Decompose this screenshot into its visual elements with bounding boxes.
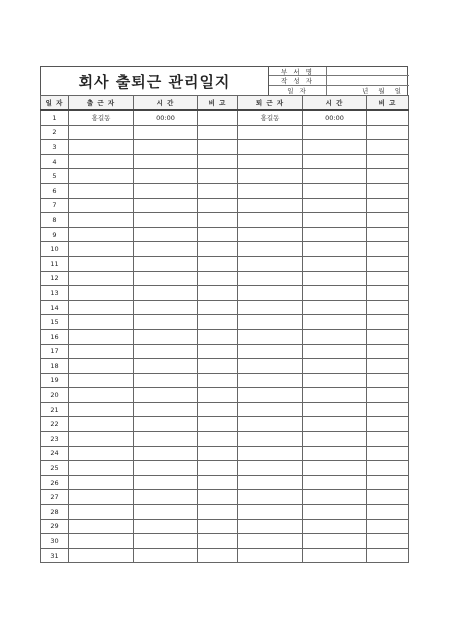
checkout-note-cell[interactable] (367, 198, 409, 213)
checkout-note-cell[interactable] (367, 183, 409, 198)
table-row (41, 402, 409, 417)
checkout-person-cell[interactable] (238, 373, 303, 388)
checkout-time-cell[interactable] (303, 344, 367, 359)
day-cell: 2 (41, 125, 69, 140)
checkin-time-cell[interactable] (134, 359, 198, 374)
checkin-person-cell[interactable] (69, 286, 134, 301)
checkout-person-cell[interactable] (238, 417, 303, 432)
checkout-note-cell[interactable] (367, 534, 409, 549)
day-cell: 31 (41, 548, 69, 563)
day-cell: 22 (41, 417, 69, 432)
checkin-time-cell[interactable] (134, 140, 198, 155)
checkout-time-cell[interactable] (303, 198, 367, 213)
checkin-person-cell[interactable] (69, 154, 134, 169)
date-label: 일 자 (269, 86, 327, 95)
checkin-person-cell[interactable] (69, 402, 134, 417)
checkin-person-cell[interactable] (69, 417, 134, 432)
checkin-note-cell[interactable] (198, 373, 238, 388)
table-row (41, 329, 409, 344)
checkin-note-cell[interactable] (198, 359, 238, 374)
checkin-person-cell[interactable] (69, 271, 134, 286)
checkin-person-cell[interactable] (69, 344, 134, 359)
day-cell: 24 (41, 446, 69, 461)
checkout-person-cell[interactable] (238, 490, 303, 505)
checkin-person-cell[interactable] (69, 213, 134, 228)
checkin-note-cell[interactable] (198, 300, 238, 315)
day-cell: 13 (41, 286, 69, 301)
checkin-time-cell[interactable] (134, 300, 198, 315)
checkin-person-cell[interactable] (69, 432, 134, 447)
checkout-person-cell[interactable] (238, 446, 303, 461)
day-cell: 11 (41, 256, 69, 271)
checkin-person-cell[interactable] (69, 140, 134, 155)
checkout-person-cell[interactable] (238, 183, 303, 198)
checkin-time-cell[interactable] (134, 432, 198, 447)
checkout-note-cell[interactable] (367, 286, 409, 301)
checkout-time-cell[interactable] (303, 286, 367, 301)
checkin-note-cell[interactable] (198, 271, 238, 286)
day-cell: 29 (41, 519, 69, 534)
checkin-person-cell[interactable] (69, 534, 134, 549)
table-row (41, 198, 409, 213)
checkout-person-cell[interactable] (238, 213, 303, 228)
checkout-note-cell[interactable] (367, 548, 409, 563)
checkout-person-cell[interactable] (238, 271, 303, 286)
day-cell: 15 (41, 315, 69, 330)
checkin-time-cell[interactable]: 00:00 (134, 110, 198, 125)
checkin-time-cell[interactable] (134, 286, 198, 301)
table-row (41, 446, 409, 461)
checkin-time-cell[interactable] (134, 373, 198, 388)
checkout-time-cell[interactable] (303, 256, 367, 271)
checkin-time-cell[interactable] (134, 388, 198, 403)
checkout-time-cell[interactable] (303, 359, 367, 374)
checkout-time-cell[interactable] (303, 329, 367, 344)
checkin-person-cell[interactable] (69, 490, 134, 505)
checkout-person-cell[interactable] (238, 519, 303, 534)
table-row (41, 169, 409, 184)
table-row (41, 140, 409, 155)
col-header-checkout-person: 퇴 근 자 (238, 96, 303, 111)
checkout-time-cell[interactable] (303, 183, 367, 198)
checkout-person-cell[interactable] (238, 402, 303, 417)
checkin-time-cell[interactable] (134, 198, 198, 213)
checkout-time-cell[interactable] (303, 300, 367, 315)
checkin-note-cell[interactable] (198, 534, 238, 549)
checkin-time-cell[interactable] (134, 125, 198, 140)
checkout-person-cell[interactable] (238, 534, 303, 549)
day-cell: 6 (41, 183, 69, 198)
checkout-note-cell[interactable] (367, 388, 409, 403)
checkin-person-cell[interactable] (69, 198, 134, 213)
checkout-person-cell[interactable] (238, 169, 303, 184)
day-cell: 8 (41, 213, 69, 228)
table-row (41, 154, 409, 169)
checkin-time-cell[interactable] (134, 271, 198, 286)
checkout-time-cell[interactable] (303, 417, 367, 432)
checkout-person-cell[interactable] (238, 154, 303, 169)
day-cell: 14 (41, 300, 69, 315)
checkin-note-cell[interactable] (198, 402, 238, 417)
checkin-note-cell[interactable] (198, 140, 238, 155)
checkin-note-cell[interactable] (198, 242, 238, 257)
col-header-checkout-note: 비 고 (367, 96, 409, 111)
day-cell: 3 (41, 140, 69, 155)
checkin-time-cell[interactable] (134, 417, 198, 432)
checkout-time-cell[interactable] (303, 213, 367, 228)
checkout-person-cell[interactable] (238, 315, 303, 330)
checkin-person-cell[interactable] (69, 183, 134, 198)
dept-field[interactable] (327, 67, 409, 75)
table-row (41, 505, 409, 520)
checkout-note-cell[interactable] (367, 329, 409, 344)
table-header-row (41, 96, 409, 111)
checkout-note-cell[interactable] (367, 402, 409, 417)
meta-row-writer (269, 76, 409, 85)
checkout-time-cell[interactable] (303, 271, 367, 286)
table-row (41, 548, 409, 563)
checkin-person-cell[interactable] (69, 548, 134, 563)
checkout-note-cell[interactable] (367, 256, 409, 271)
checkout-note-cell[interactable] (367, 475, 409, 490)
checkout-time-cell[interactable] (303, 402, 367, 417)
checkin-note-cell[interactable] (198, 315, 238, 330)
checkin-note-cell[interactable] (198, 446, 238, 461)
checkout-time-cell[interactable] (303, 373, 367, 388)
checkin-note-cell[interactable] (198, 125, 238, 140)
checkout-note-cell[interactable] (367, 461, 409, 476)
table-row (41, 286, 409, 301)
table-row (41, 490, 409, 505)
meta-row-dept (269, 67, 409, 76)
checkout-time-cell[interactable] (303, 388, 367, 403)
checkin-time-cell[interactable] (134, 242, 198, 257)
checkout-time-cell[interactable] (303, 534, 367, 549)
checkin-time-cell[interactable] (134, 315, 198, 330)
meta-row-date (269, 86, 409, 95)
checkout-time-cell[interactable] (303, 242, 367, 257)
checkout-person-cell[interactable] (238, 344, 303, 359)
day-cell: 7 (41, 198, 69, 213)
checkin-person-cell[interactable] (69, 256, 134, 271)
checkin-note-cell[interactable] (198, 183, 238, 198)
day-cell: 25 (41, 461, 69, 476)
checkin-note-cell[interactable] (198, 110, 238, 125)
checkin-person-cell[interactable] (69, 227, 134, 242)
checkin-time-cell[interactable] (134, 154, 198, 169)
sheet-header (40, 66, 408, 95)
day-cell: 27 (41, 490, 69, 505)
checkout-person-cell[interactable] (238, 461, 303, 476)
checkout-person-cell[interactable] (238, 300, 303, 315)
col-header-checkin-person: 출 근 자 (69, 96, 134, 111)
table-row (41, 242, 409, 257)
checkin-note-cell[interactable] (198, 256, 238, 271)
checkout-note-cell[interactable] (367, 446, 409, 461)
checkout-note-cell[interactable] (367, 154, 409, 169)
writer-label: 작 성 자 (269, 76, 327, 84)
checkin-time-cell[interactable] (134, 505, 198, 520)
table-row (41, 373, 409, 388)
checkout-time-cell[interactable] (303, 505, 367, 520)
checkin-person-cell[interactable] (69, 475, 134, 490)
checkout-person-cell[interactable] (238, 242, 303, 257)
checkout-time-cell[interactable] (303, 519, 367, 534)
date-field[interactable]: 년 월 일 (362, 86, 405, 95)
table-row (41, 344, 409, 359)
checkin-note-cell[interactable] (198, 169, 238, 184)
checkin-note-cell[interactable] (198, 505, 238, 520)
attendance-table (40, 95, 409, 563)
checkin-person-cell[interactable] (69, 505, 134, 520)
checkin-person-cell[interactable] (69, 461, 134, 476)
table-row (41, 475, 409, 490)
day-cell: 26 (41, 475, 69, 490)
table-row (41, 432, 409, 447)
checkin-person-cell[interactable] (69, 300, 134, 315)
table-row (41, 315, 409, 330)
writer-field[interactable] (327, 76, 409, 84)
checkin-person-cell[interactable] (69, 519, 134, 534)
checkin-note-cell[interactable] (198, 388, 238, 403)
checkout-note-cell[interactable] (367, 213, 409, 228)
checkin-time-cell[interactable] (134, 227, 198, 242)
checkin-time-cell[interactable] (134, 402, 198, 417)
checkout-time-cell[interactable] (303, 227, 367, 242)
checkout-note-cell[interactable] (367, 227, 409, 242)
day-cell: 5 (41, 169, 69, 184)
day-cell: 20 (41, 388, 69, 403)
meta-box (268, 67, 409, 95)
checkin-note-cell[interactable] (198, 198, 238, 213)
checkout-person-cell[interactable] (238, 198, 303, 213)
checkout-time-cell[interactable]: 00:00 (303, 110, 367, 125)
checkout-note-cell[interactable] (367, 519, 409, 534)
day-cell: 28 (41, 505, 69, 520)
checkout-time-cell[interactable] (303, 125, 367, 140)
checkout-note-cell[interactable] (367, 432, 409, 447)
table-row (41, 183, 409, 198)
table-row (41, 227, 409, 242)
table-row (41, 388, 409, 403)
checkout-note-cell[interactable] (367, 373, 409, 388)
checkin-note-cell[interactable] (198, 329, 238, 344)
day-cell: 16 (41, 329, 69, 344)
checkout-time-cell[interactable] (303, 154, 367, 169)
checkin-time-cell[interactable] (134, 548, 198, 563)
checkout-time-cell[interactable] (303, 169, 367, 184)
checkin-note-cell[interactable] (198, 432, 238, 447)
day-cell: 19 (41, 373, 69, 388)
checkout-person-cell[interactable] (238, 125, 303, 140)
table-row (41, 256, 409, 271)
col-header-day: 일 자 (41, 96, 69, 111)
checkout-person-cell[interactable] (238, 505, 303, 520)
checkin-note-cell[interactable] (198, 344, 238, 359)
day-cell: 23 (41, 432, 69, 447)
checkin-person-cell[interactable] (69, 169, 134, 184)
checkin-time-cell[interactable] (134, 256, 198, 271)
checkout-note-cell[interactable] (367, 490, 409, 505)
checkin-person-cell[interactable] (69, 125, 134, 140)
checkin-time-cell[interactable] (134, 461, 198, 476)
checkin-time-cell[interactable] (134, 169, 198, 184)
checkout-note-cell[interactable] (367, 300, 409, 315)
checkout-person-cell[interactable] (238, 548, 303, 563)
checkout-time-cell[interactable] (303, 490, 367, 505)
checkin-note-cell[interactable] (198, 461, 238, 476)
checkin-note-cell[interactable] (198, 490, 238, 505)
checkout-time-cell[interactable] (303, 140, 367, 155)
checkin-person-cell[interactable] (69, 329, 134, 344)
checkout-note-cell[interactable] (367, 110, 409, 125)
checkin-person-cell[interactable] (69, 373, 134, 388)
checkout-note-cell[interactable] (367, 344, 409, 359)
checkout-time-cell[interactable] (303, 446, 367, 461)
checkout-person-cell[interactable]: 홍길동 (238, 110, 303, 125)
table-row (41, 300, 409, 315)
checkin-person-cell[interactable] (69, 242, 134, 257)
checkout-time-cell[interactable] (303, 315, 367, 330)
checkin-time-cell[interactable] (134, 344, 198, 359)
checkin-note-cell[interactable] (198, 548, 238, 563)
checkin-person-cell[interactable] (69, 388, 134, 403)
day-cell: 21 (41, 402, 69, 417)
day-cell: 12 (41, 271, 69, 286)
col-header-checkout-time: 시 간 (303, 96, 367, 111)
checkout-time-cell[interactable] (303, 475, 367, 490)
checkout-person-cell[interactable] (238, 359, 303, 374)
day-cell: 18 (41, 359, 69, 374)
checkout-time-cell[interactable] (303, 432, 367, 447)
checkin-note-cell[interactable] (198, 227, 238, 242)
checkin-time-cell[interactable] (134, 329, 198, 344)
checkout-time-cell[interactable] (303, 548, 367, 563)
table-row (41, 417, 409, 432)
table-row (41, 359, 409, 374)
day-cell: 17 (41, 344, 69, 359)
checkin-time-cell[interactable] (134, 475, 198, 490)
day-cell: 30 (41, 534, 69, 549)
day-cell: 4 (41, 154, 69, 169)
checkin-note-cell[interactable] (198, 519, 238, 534)
checkin-person-cell[interactable] (69, 446, 134, 461)
table-row (41, 125, 409, 140)
checkout-note-cell[interactable] (367, 271, 409, 286)
checkout-person-cell[interactable] (238, 475, 303, 490)
checkout-person-cell[interactable] (238, 256, 303, 271)
checkout-note-cell[interactable] (367, 505, 409, 520)
table-row (41, 534, 409, 549)
col-header-checkin-note: 비 고 (198, 96, 238, 111)
table-row (41, 271, 409, 286)
checkout-person-cell[interactable] (238, 140, 303, 155)
page-title: 회사 출퇴근 관리일지 (78, 72, 231, 91)
col-header-checkin-time: 시 간 (134, 96, 198, 111)
table-row (41, 213, 409, 228)
checkout-person-cell[interactable] (238, 388, 303, 403)
checkout-time-cell[interactable] (303, 461, 367, 476)
checkout-note-cell[interactable] (367, 140, 409, 155)
checkout-person-cell[interactable] (238, 227, 303, 242)
table-row (41, 110, 409, 125)
checkout-note-cell[interactable] (367, 242, 409, 257)
attendance-log-sheet (40, 66, 408, 563)
checkin-note-cell[interactable] (198, 475, 238, 490)
checkout-person-cell[interactable] (238, 432, 303, 447)
checkin-note-cell[interactable] (198, 213, 238, 228)
checkout-note-cell[interactable] (367, 417, 409, 432)
dept-label: 부 서 명 (269, 67, 327, 75)
checkin-time-cell[interactable] (134, 490, 198, 505)
checkin-time-cell[interactable] (134, 446, 198, 461)
checkin-person-cell[interactable] (69, 359, 134, 374)
day-cell: 1 (41, 110, 69, 125)
table-row (41, 519, 409, 534)
checkout-person-cell[interactable] (238, 329, 303, 344)
checkin-time-cell[interactable] (134, 534, 198, 549)
checkin-person-cell[interactable]: 홍길동 (69, 110, 134, 125)
checkin-time-cell[interactable] (134, 213, 198, 228)
day-cell: 9 (41, 227, 69, 242)
checkin-note-cell[interactable] (198, 154, 238, 169)
day-cell: 10 (41, 242, 69, 257)
checkin-person-cell[interactable] (69, 315, 134, 330)
checkout-note-cell[interactable] (367, 359, 409, 374)
checkin-note-cell[interactable] (198, 286, 238, 301)
checkin-time-cell[interactable] (134, 519, 198, 534)
checkout-note-cell[interactable] (367, 169, 409, 184)
checkout-note-cell[interactable] (367, 315, 409, 330)
checkin-time-cell[interactable] (134, 183, 198, 198)
table-row (41, 461, 409, 476)
checkout-person-cell[interactable] (238, 286, 303, 301)
checkout-note-cell[interactable] (367, 125, 409, 140)
checkin-note-cell[interactable] (198, 417, 238, 432)
